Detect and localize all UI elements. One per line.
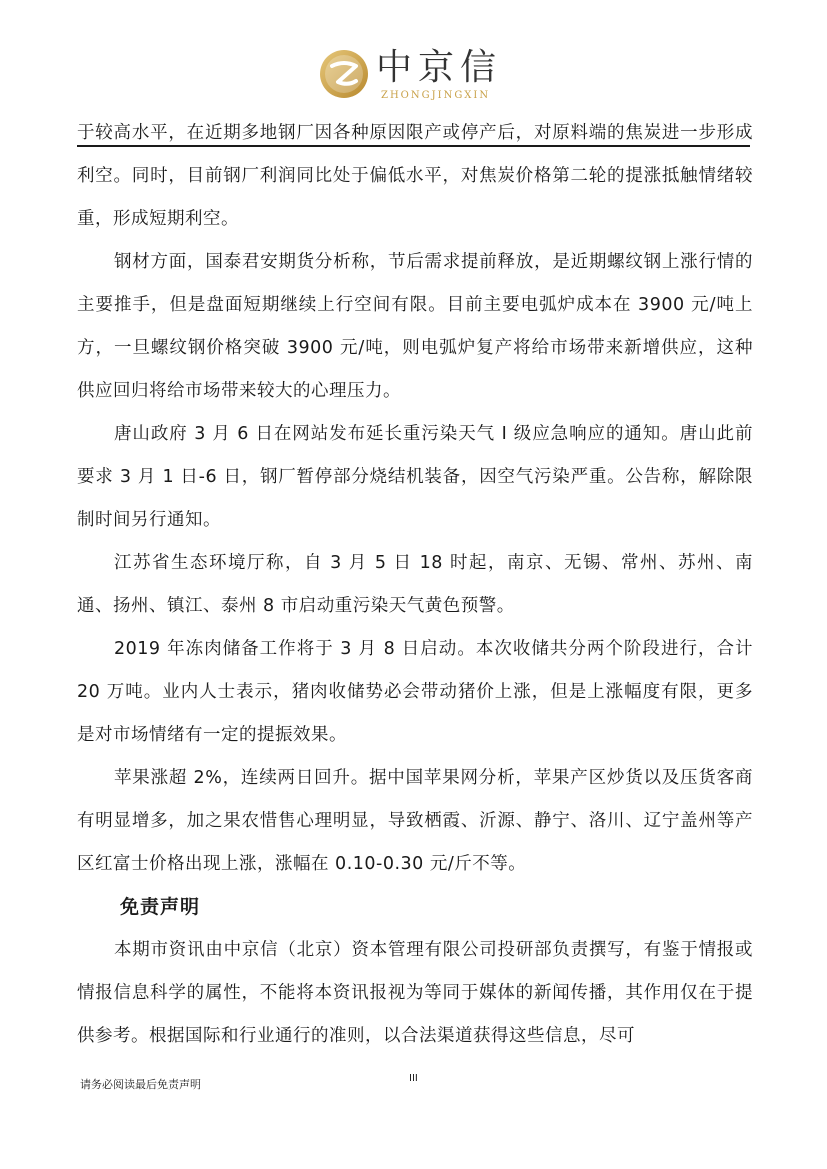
company-logo-icon <box>318 48 370 100</box>
document-body <box>77 112 753 1058</box>
footer-disclaimer-note: 请务必阅读最后免责声明 <box>80 1078 201 1091</box>
body-paragraph: 2019 年冻肉储备工作将于 3 月 8 日启动。本次收储共分两个阶段进行，合计 20 万吨。业内人士表示，猪肉收储势必会带动猪价上涨，但是上涨幅度有限，更多是对市场情绪有一定的提振效果。 <box>77 639 753 745</box>
brand-name-cn: 中京信 <box>376 47 503 88</box>
page-number: III <box>409 1073 418 1084</box>
body-paragraph: 于较高水平，在近期多地钢厂因各种原因限产或停产后，对原料端的焦炭进一步形成利空。同时，目前钢厂利润同比处于偏低水平，对焦炭价格第二轮的提涨抵触情绪较重，形成短期利空。 <box>77 123 753 229</box>
body-paragraph: 江苏省生态环境厅称，自 3 月 5 日 18 时起，南京、无锡、常州、苏州、南通、扬州、镇江、泰州 8 市启动重污染天气黄色预警。 <box>77 553 753 616</box>
body-paragraph: 苹果涨超 2%，连续两日回升。据中国苹果网分析，苹果产区炒货以及压货客商有明显增多，加之果农惜售心理明显，导致栖霞、沂源、静宁、洛川、辽宁盖州等产区红富士价格出现上涨，涨幅在 0.10-0.30 元/斤不等。 <box>77 768 753 874</box>
page-header <box>0 40 827 110</box>
disclaimer-heading: 免责声明 <box>120 896 201 918</box>
body-paragraph: 钢材方面，国泰君安期货分析称，节后需求提前释放，是近期螺纹钢上涨行情的主要推手，但是盘面短期继续上行空间有限。目前主要电弧炉成本在 3900 元/吨上方，一旦螺纹钢价格突破 3900 元/吨，则电弧炉复产将给市场带来新增供应，这种供应回归将给市场带来较大的心理压力。 <box>77 252 753 401</box>
brand-name-en: ZHONGJINGXIN <box>381 90 491 101</box>
disclaimer-paragraph: 本期市资讯由中京信（北京）资本管理有限公司投研部负责撰写，有鉴于情报或情报信息科学的属性，不能将本资讯报视为等同于媒体的新闻传播，其作用仅在于提供参考。根据国际和行业通行的准则，以合法渠道获得这些信息，尽可 <box>77 940 753 1046</box>
body-paragraph: 唐山政府 3 月 6 日在网站发布延长重污染天气 I 级应急响应的通知。唐山此前要求 3 月 1 日-6 日，钢厂暂停部分烧结机装备，因空气污染严重。公告称，解除限制时间另行通知。 <box>77 424 753 530</box>
